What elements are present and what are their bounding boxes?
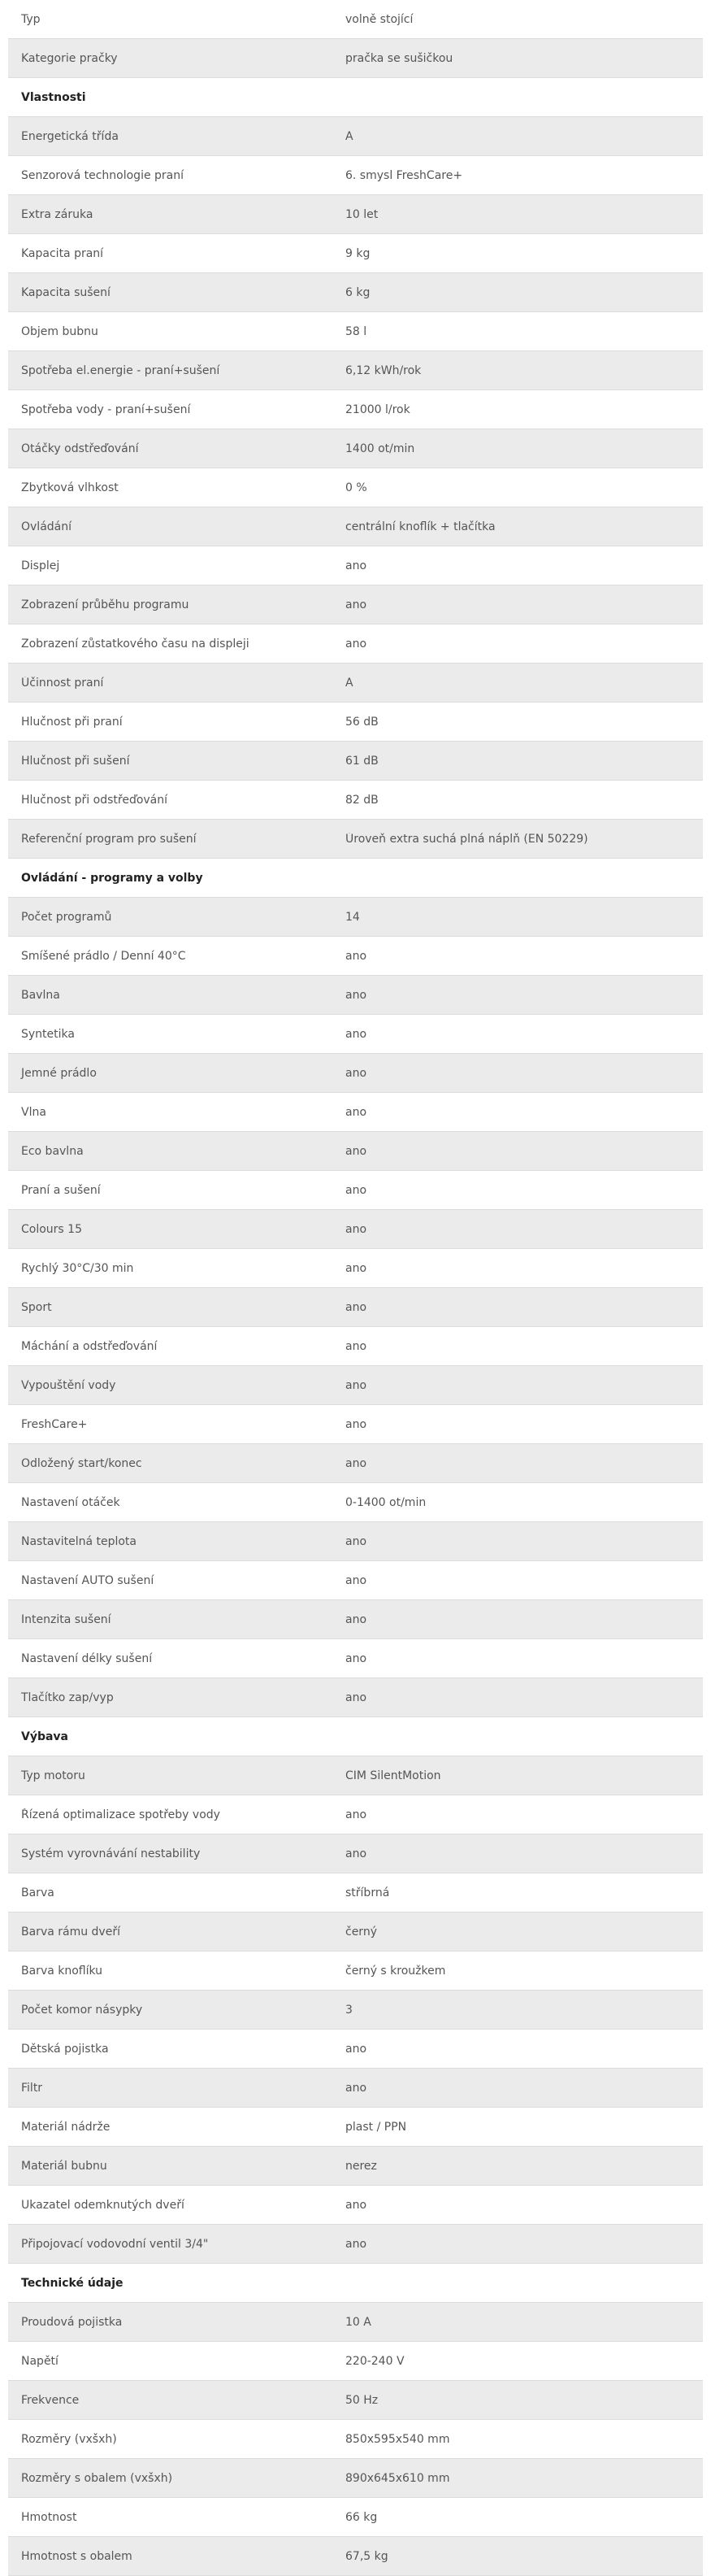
- spec-value: ano: [345, 949, 367, 963]
- section-title: Výbava: [21, 1730, 69, 1743]
- spec-row: [8, 585, 703, 624]
- spec-row: [8, 781, 703, 820]
- spec-row: [8, 1756, 703, 1795]
- spec-value: ano: [345, 1534, 367, 1548]
- spec-value: 10 let: [345, 207, 379, 221]
- spec-value: 850x595x540 mm: [345, 2432, 450, 2446]
- spec-row: [8, 1561, 703, 1600]
- spec-value: ano: [345, 2042, 367, 2056]
- spec-value: ano: [345, 1105, 367, 1119]
- spec-value: 61 dB: [345, 754, 379, 768]
- spec-label: Otáčky odstřeďování: [21, 442, 139, 455]
- spec-value: nerez: [345, 2159, 377, 2173]
- section-heading: [8, 859, 703, 898]
- spec-label: Spotřeba vody - praní+sušení: [21, 402, 191, 416]
- spec-value: ano: [345, 559, 367, 572]
- spec-row: [8, 2381, 703, 2420]
- spec-value: ano: [345, 1066, 367, 1080]
- spec-value: ano: [345, 1847, 367, 1860]
- spec-row: [8, 1132, 703, 1171]
- spec-row: [8, 546, 703, 585]
- spec-value: 67,5 kg: [345, 2549, 388, 2563]
- spec-row: [8, 1912, 703, 1952]
- spec-value: ano: [345, 1183, 367, 1197]
- spec-label: Intenzita sušení: [21, 1612, 111, 1626]
- spec-label: Barva: [21, 1886, 54, 1899]
- spec-row: [8, 1991, 703, 2030]
- spec-label: Sport: [21, 1300, 52, 1314]
- spec-value: 3: [345, 2003, 353, 2017]
- spec-label: Referenční program pro sušení: [21, 832, 197, 846]
- spec-row: [8, 1327, 703, 1366]
- spec-label: Nastavení délky sušení: [21, 1651, 153, 1665]
- spec-value: černý: [345, 1925, 377, 1939]
- spec-value: ano: [345, 637, 367, 651]
- spec-row: [8, 2420, 703, 2459]
- spec-value: Úroveň extra suchá plná náplň (EN 50229): [345, 832, 588, 846]
- spec-value: 82 dB: [345, 793, 379, 807]
- spec-row: [8, 1639, 703, 1678]
- section-heading: [8, 78, 703, 117]
- spec-label: Nastavení AUTO sušení: [21, 1573, 154, 1587]
- spec-row: [8, 2186, 703, 2225]
- spec-value: 50 Hz: [345, 2393, 379, 2407]
- spec-value: 220-240 V: [345, 2354, 405, 2368]
- spec-row: [8, 2459, 703, 2498]
- spec-row: [8, 1054, 703, 1093]
- spec-value: ano: [345, 1300, 367, 1314]
- spec-label: Máchání a odstřeďování: [21, 1339, 158, 1353]
- spec-value: 58 l: [345, 324, 367, 338]
- spec-value: plast / PPN: [345, 2120, 407, 2134]
- spec-row: [8, 1249, 703, 1288]
- spec-value: 21000 l/rok: [345, 402, 410, 416]
- spec-row: [8, 1483, 703, 1522]
- spec-value: ano: [345, 2237, 367, 2251]
- spec-value: ano: [345, 1456, 367, 1470]
- spec-value: ano: [345, 1339, 367, 1353]
- spec-label: Odložený start/konec: [21, 1456, 142, 1470]
- spec-row: [8, 2069, 703, 2108]
- spec-value: ano: [345, 1261, 367, 1275]
- spec-table: [8, 0, 703, 2576]
- spec-value: ano: [345, 1573, 367, 1587]
- spec-value: 56 dB: [345, 715, 379, 729]
- spec-label: Eco bavlna: [21, 1144, 84, 1158]
- spec-label: Barva knoflíku: [21, 1964, 103, 1978]
- spec-label: Účinnost praní: [21, 676, 104, 690]
- spec-value: 6 kg: [345, 285, 371, 299]
- spec-label: Hlučnost při odstřeďování: [21, 793, 168, 807]
- spec-label: Materiál bubnu: [21, 2159, 107, 2173]
- spec-value: A: [345, 129, 353, 143]
- spec-row: [8, 39, 703, 78]
- spec-value: ano: [345, 988, 367, 1002]
- spec-value: CIM SilentMotion: [345, 1769, 441, 1782]
- spec-value: 890x645x610 mm: [345, 2471, 450, 2485]
- spec-value: ano: [345, 2198, 367, 2212]
- section-heading: [8, 2264, 703, 2303]
- spec-label: Kapacita sušení: [21, 285, 111, 299]
- spec-row: [8, 312, 703, 351]
- spec-row: [8, 1600, 703, 1639]
- spec-label: Zobrazení zůstatkového času na displeji: [21, 637, 249, 651]
- spec-label: Typ motoru: [21, 1769, 85, 1782]
- spec-row: [8, 742, 703, 781]
- spec-row: [8, 2030, 703, 2069]
- spec-value: 6,12 kWh/rok: [345, 363, 422, 377]
- spec-row: [8, 1952, 703, 1991]
- spec-value: ano: [345, 1417, 367, 1431]
- spec-label: Hmotnost s obalem: [21, 2549, 132, 2563]
- section-heading: [8, 1717, 703, 1756]
- spec-row: [8, 1405, 703, 1444]
- spec-row: [8, 234, 703, 273]
- spec-label: Materiál nádrže: [21, 2120, 111, 2134]
- spec-label: Napětí: [21, 2354, 59, 2368]
- spec-label: Extra záruka: [21, 207, 93, 221]
- spec-value: ano: [345, 1690, 367, 1704]
- section-title: Ovládání - programy a volby: [21, 871, 203, 885]
- spec-value: ano: [345, 1612, 367, 1626]
- spec-row: [8, 2225, 703, 2264]
- spec-row: [8, 1834, 703, 1873]
- spec-label: Připojovací vodovodní ventil 3/4": [21, 2237, 209, 2251]
- spec-row: [8, 2108, 703, 2147]
- spec-value: ano: [345, 2081, 367, 2095]
- spec-label: Displej: [21, 559, 60, 572]
- spec-label: Rozměry s obalem (vxšxh): [21, 2471, 173, 2485]
- spec-row: [8, 898, 703, 937]
- spec-row: [8, 1444, 703, 1483]
- spec-row: [8, 703, 703, 742]
- spec-value: 10 A: [345, 2315, 371, 2329]
- spec-label: FreshCare+: [21, 1417, 88, 1431]
- spec-label: Vypouštění vody: [21, 1378, 116, 1392]
- spec-row: [8, 2498, 703, 2537]
- spec-label: Ukazatel odemknutých dveří: [21, 2198, 184, 2212]
- spec-row: [8, 1678, 703, 1717]
- spec-row: [8, 2303, 703, 2342]
- spec-row: [8, 1288, 703, 1327]
- spec-row: [8, 351, 703, 390]
- spec-row: [8, 2342, 703, 2381]
- spec-label: Praní a sušení: [21, 1183, 101, 1197]
- spec-value: stříbrná: [345, 1886, 390, 1899]
- spec-label: Nastavitelná teplota: [21, 1534, 137, 1548]
- spec-label: Nastavení otáček: [21, 1495, 120, 1509]
- spec-value: volně stojící: [345, 12, 414, 26]
- spec-row: [8, 0, 703, 39]
- spec-row: [8, 1366, 703, 1405]
- spec-row: [8, 156, 703, 195]
- spec-value: centrální knoflík + tlačítka: [345, 520, 496, 533]
- spec-row: [8, 1522, 703, 1561]
- spec-value: černý s kroužkem: [345, 1964, 446, 1978]
- spec-label: Hlučnost při sušení: [21, 754, 130, 768]
- spec-value: 0 %: [345, 481, 367, 494]
- spec-label: Počet programů: [21, 910, 112, 924]
- spec-row: [8, 468, 703, 507]
- spec-row: [8, 976, 703, 1015]
- spec-value: ano: [345, 1144, 367, 1158]
- spec-value: 6. smysl FreshCare+: [345, 168, 463, 182]
- spec-value: ano: [345, 1808, 367, 1821]
- spec-label: Hlučnost při praní: [21, 715, 123, 729]
- spec-label: Řízená optimalizace spotřeby vody: [21, 1808, 220, 1821]
- spec-label: Kategorie pračky: [21, 51, 118, 65]
- spec-row: [8, 390, 703, 429]
- spec-value: 1400 ot/min: [345, 442, 415, 455]
- spec-label: Ovládání: [21, 520, 72, 533]
- spec-value: 14: [345, 910, 360, 924]
- spec-row: [8, 1015, 703, 1054]
- spec-label: Zobrazení průběhu programu: [21, 598, 189, 611]
- spec-row: [8, 624, 703, 664]
- spec-row: [8, 1795, 703, 1834]
- spec-label: Syntetika: [21, 1027, 75, 1041]
- spec-label: Typ: [21, 12, 41, 26]
- spec-row: [8, 429, 703, 468]
- spec-label: Colours 15: [21, 1222, 82, 1236]
- spec-row: [8, 195, 703, 234]
- spec-row: [8, 1873, 703, 1912]
- spec-label: Proudová pojistka: [21, 2315, 123, 2329]
- spec-row: [8, 507, 703, 546]
- spec-value: 9 kg: [345, 246, 371, 260]
- section-title: Vlastnosti: [21, 90, 86, 104]
- spec-row: [8, 937, 703, 976]
- spec-value: ano: [345, 598, 367, 611]
- spec-label: Jemné prádlo: [21, 1066, 97, 1080]
- spec-value: ano: [345, 1651, 367, 1665]
- spec-value: A: [345, 676, 353, 690]
- spec-value: pračka se sušičkou: [345, 51, 453, 65]
- spec-label: Vlna: [21, 1105, 46, 1119]
- spec-value: ano: [345, 1027, 367, 1041]
- spec-value: ano: [345, 1378, 367, 1392]
- spec-label: Tlačítko zap/vyp: [21, 1690, 114, 1704]
- spec-row: [8, 664, 703, 703]
- spec-label: Počet komor násypky: [21, 2003, 143, 2017]
- spec-value: 0-1400 ot/min: [345, 1495, 427, 1509]
- section-title: Technické údaje: [21, 2276, 124, 2290]
- spec-row: [8, 1093, 703, 1132]
- spec-label: Spotřeba el.energie - praní+sušení: [21, 363, 220, 377]
- spec-label: Senzorová technologie praní: [21, 168, 184, 182]
- spec-label: Rozměry (vxšxh): [21, 2432, 117, 2446]
- spec-row: [8, 2537, 703, 2576]
- spec-label: Hmotnost: [21, 2510, 77, 2524]
- spec-label: Smíšené prádlo / Denní 40°C: [21, 949, 186, 963]
- spec-label: Barva rámu dveří: [21, 1925, 120, 1939]
- spec-row: [8, 117, 703, 156]
- spec-label: Zbytková vlhkost: [21, 481, 119, 494]
- spec-label: Energetická třída: [21, 129, 119, 143]
- spec-row: [8, 820, 703, 859]
- spec-row: [8, 273, 703, 312]
- spec-label: Kapacita praní: [21, 246, 104, 260]
- spec-label: Bavlna: [21, 988, 60, 1002]
- spec-label: Rychlý 30°C/30 min: [21, 1261, 134, 1275]
- spec-row: [8, 1210, 703, 1249]
- spec-row: [8, 1171, 703, 1210]
- spec-label: Filtr: [21, 2081, 43, 2095]
- spec-label: Objem bubnu: [21, 324, 98, 338]
- spec-label: Frekvence: [21, 2393, 80, 2407]
- spec-value: 66 kg: [345, 2510, 378, 2524]
- spec-label: Systém vyrovnávání nestability: [21, 1847, 201, 1860]
- spec-row: [8, 2147, 703, 2186]
- spec-label: Dětská pojistka: [21, 2042, 109, 2056]
- spec-value: ano: [345, 1222, 367, 1236]
